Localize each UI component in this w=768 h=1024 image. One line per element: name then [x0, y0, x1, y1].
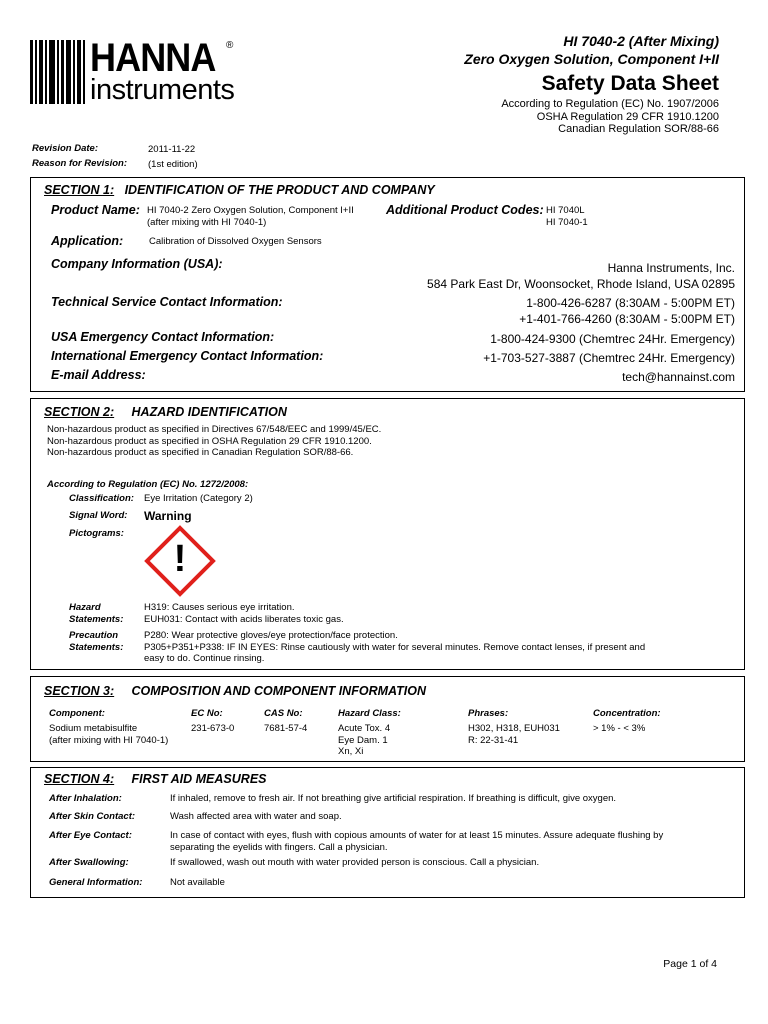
precaution-statements-label: Precaution Statements: [69, 630, 124, 653]
reason-for-revision-value: (1st edition) [148, 159, 198, 170]
logo-wordmark-bottom: instruments [90, 74, 235, 106]
product-title-line1: HI 7040-2 (After Mixing) [563, 33, 719, 49]
barcode-logo-icon [30, 40, 88, 104]
first-aid-text: In case of contact with eyes, flush with copious amounts of water for at least 15 minutes. Assure adequate flushing by separating the eyelids with fingers. Call a physician. [170, 830, 664, 853]
section-2-box [30, 398, 745, 670]
first-aid-label: After Skin Contact: [49, 811, 136, 822]
classification-value: Eye Irritation (Category 2) [144, 493, 253, 504]
reason-for-revision-label: Reason for Revision: [32, 158, 128, 169]
first-aid-text: If swallowed, wash out mouth with water provided person is conscious. Call a physician. [170, 857, 540, 868]
revision-date-label: Revision Date: [32, 143, 98, 154]
logo-wordmark-top: HANNA [90, 36, 216, 80]
regulation-line: According to Regulation (EC) No. 1907/2006 [501, 98, 719, 110]
intl-emergency-label: International Emergency Contact Information: [51, 349, 324, 363]
first-aid-text: Not available [170, 877, 225, 888]
first-aid-label: After Inhalation: [49, 793, 122, 804]
signal-word-value: Warning [144, 509, 192, 523]
application-value: Calibration of Dissolved Oxygen Sensors [149, 236, 322, 247]
section-3-heading: SECTION 3: COMPOSITION AND COMPONENT INFORMATION [44, 684, 426, 698]
table-cell-cas: 7681-57-4 [264, 723, 308, 734]
exclamation-pictogram-icon: ! [144, 525, 216, 597]
doc-title: Safety Data Sheet [541, 72, 719, 95]
usa-emergency-label: USA Emergency Contact Information: [51, 330, 275, 344]
table-cell-component: Sodium metabisulfite (after mixing with HI 7040-1) [49, 723, 169, 746]
table-cell-concentration: > 1% - < 3% [593, 723, 646, 734]
additional-codes-value: HI 7040L HI 7040-1 [546, 205, 588, 228]
application-label: Application: [51, 234, 124, 248]
hazard-statements-label: Hazard Statements: [69, 602, 124, 625]
classification-label: Classification: [69, 493, 134, 504]
product-name-value: HI 7040-2 Zero Oxygen Solution, Component I+II (after mixing with HI 7040-1) [147, 205, 354, 228]
company-info-value: Hanna Instruments, Inc. 584 Park East Dr, Woonsocket, Rhode Island, USA 02895 [427, 261, 735, 291]
first-aid-text: If inhaled, remove to fresh air. If not breathing give artificial respiration. If breathing is difficult, give oxygen. [170, 793, 617, 804]
signal-word-label: Signal Word: [69, 510, 128, 521]
precaution-statements-value: P280: Wear protective gloves/eye protection/face protection. P305+P351+P338: IF IN EYES: Rinse cautiously with water for several minutes. Remove contact lenses, if present and easy to do. Continue rinsing. [144, 630, 646, 664]
table-cell-phrases: H302, H318, EUH031 R: 22-31-41 [468, 723, 560, 746]
regulation-line: OSHA Regulation 29 CFR 1910.1200 [536, 110, 719, 123]
first-aid-label: After Swallowing: [49, 857, 129, 868]
tech-service-label: Technical Service Contact Information: [51, 295, 283, 309]
company-logo [30, 36, 245, 108]
section-1-heading: SECTION 1: IDENTIFICATION OF THE PRODUCT AND COMPANY [44, 183, 435, 197]
usa-emergency-value: 1-800-424-9300 (Chemtrec 24Hr. Emergency) [490, 332, 735, 346]
product-title-line2: Zero Oxygen Solution, Component I+II [464, 51, 719, 67]
section-3-box [30, 676, 745, 762]
logo-registered-mark: ® [226, 40, 234, 51]
company-info-label: Company Information (USA): [51, 257, 223, 271]
first-aid-label: After Eye Contact: [49, 830, 132, 841]
table-header: Hazard Class: [338, 708, 401, 719]
pictograms-label: Pictograms: [69, 528, 124, 539]
email-value[interactable]: tech@hannainst.com [622, 370, 735, 384]
section-2-heading: SECTION 2: HAZARD IDENTIFICATION [44, 405, 287, 419]
hazard-statements-value: H319: Causes serious eye irritation. EUH031: Contact with acids liberates toxic gas. [144, 602, 344, 625]
table-header: Component: [49, 708, 105, 719]
hazard-intro: Non-hazardous product as specified in Directives 67/548/EEC and 1999/45/EC. Non-hazardous product as specified in OSHA Regulation 29 CFR 1910.1200. Non-hazardous product as specified in Canadian Regulation SOR/88-66. [47, 424, 382, 458]
page-number: Page 1 of 4 [663, 958, 717, 970]
tech-service-value: 1-800-426-6287 (8:30AM - 5:00PM ET) +1-401-766-4260 (8:30AM - 5:00PM ET) [519, 296, 735, 326]
additional-codes-label: Additional Product Codes: [386, 203, 544, 217]
table-header: Phrases: [468, 708, 509, 719]
regulation-line: Canadian Regulation SOR/88-66 [558, 123, 719, 135]
table-header: EC No: [191, 708, 223, 719]
section-4-heading: SECTION 4: FIRST AID MEASURES [44, 772, 267, 786]
email-label: E-mail Address: [51, 368, 146, 382]
product-name-label: Product Name: [51, 203, 140, 217]
table-cell-hazard-class: Acute Tox. 4 Eye Dam. 1 Xn, Xi [338, 723, 391, 757]
revision-date-value: 2011-11-22 [148, 144, 196, 155]
intl-emergency-value: +1-703-527-3887 (Chemtrec 24Hr. Emergency) [483, 351, 735, 365]
table-header: Concentration: [593, 708, 661, 719]
first-aid-label: General Information: [49, 877, 143, 888]
table-cell-ec: 231-673-0 [191, 723, 235, 734]
section-1-box [30, 177, 745, 392]
clp-regulation-label: According to Regulation (EC) No. 1272/2008: [47, 479, 249, 490]
table-header: CAS No: [264, 708, 303, 719]
first-aid-text: Wash affected area with water and soap. [170, 811, 342, 822]
section-4-box [30, 767, 745, 898]
regulation-list [501, 98, 719, 136]
